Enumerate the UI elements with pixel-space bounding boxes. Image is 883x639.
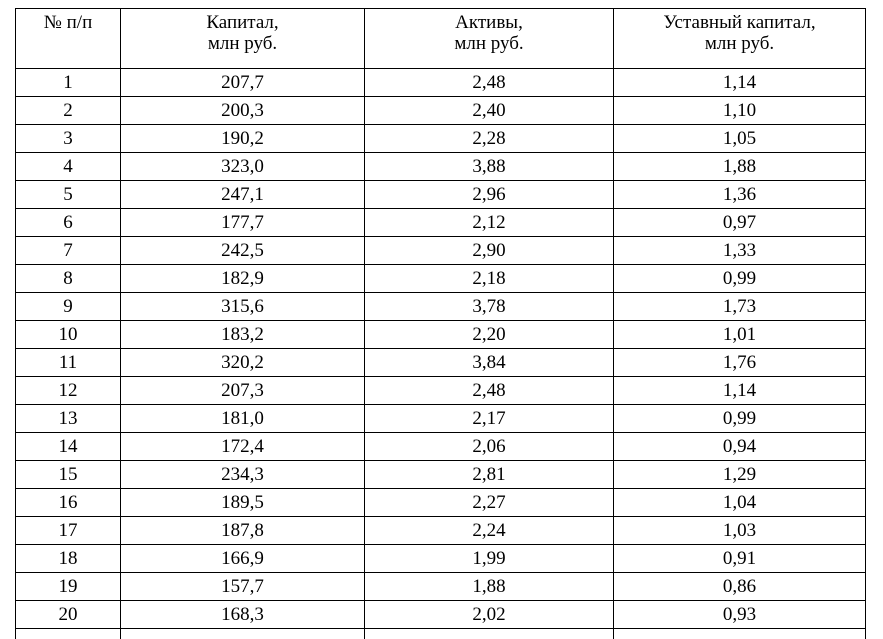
cell-row-number: 4: [16, 153, 121, 181]
cell-assets: 3,84: [365, 349, 614, 377]
table-row: [16, 377, 866, 405]
table-row: [16, 461, 866, 489]
header-unit: млн руб.: [614, 33, 865, 54]
cell-row-number: 11: [16, 349, 121, 377]
table-row: [16, 69, 866, 97]
header-line: Капитал,: [121, 12, 364, 33]
cell-capital: 200,3: [121, 97, 365, 125]
cell-authorized-capital: 0,91: [614, 545, 866, 573]
cell-authorized-capital: 1,76: [614, 349, 866, 377]
cell-assets: 2,18: [365, 265, 614, 293]
cell-row-number: 9: [16, 293, 121, 321]
cell-row-number: 18: [16, 545, 121, 573]
cell-assets: 2,28: [365, 125, 614, 153]
cell-authorized-capital: 0,93: [614, 601, 866, 629]
empty-cell: [121, 629, 365, 639]
cell-row-number: 16: [16, 489, 121, 517]
header-line: Уставный капитал,: [614, 12, 865, 33]
cell-authorized-capital: 1,29: [614, 461, 866, 489]
cell-capital: 182,9: [121, 265, 365, 293]
cell-assets: 2,96: [365, 181, 614, 209]
table-row: [16, 517, 866, 545]
cell-row-number: 10: [16, 321, 121, 349]
cell-assets: 2,06: [365, 433, 614, 461]
cell-assets: 3,78: [365, 293, 614, 321]
cell-assets: 2,20: [365, 321, 614, 349]
cell-capital: 183,2: [121, 321, 365, 349]
cell-authorized-capital: 1,36: [614, 181, 866, 209]
cell-authorized-capital: 0,97: [614, 209, 866, 237]
cell-row-number: 5: [16, 181, 121, 209]
cell-row-number: 2: [16, 97, 121, 125]
cell-capital: 168,3: [121, 601, 365, 629]
cell-capital: 207,3: [121, 377, 365, 405]
cell-assets: 2,27: [365, 489, 614, 517]
cell-row-number: 3: [16, 125, 121, 153]
data-table: [15, 8, 866, 639]
cell-capital: 189,5: [121, 489, 365, 517]
cell-capital: 247,1: [121, 181, 365, 209]
table-row: [16, 601, 866, 629]
cell-authorized-capital: 0,86: [614, 573, 866, 601]
cell-row-number: 7: [16, 237, 121, 265]
cell-row-number: 20: [16, 601, 121, 629]
table-row: [16, 573, 866, 601]
cell-assets: 2,81: [365, 461, 614, 489]
cell-row-number: 13: [16, 405, 121, 433]
cell-assets: 2,40: [365, 97, 614, 125]
table-row: [16, 405, 866, 433]
cell-capital: 181,0: [121, 405, 365, 433]
cell-authorized-capital: 1,73: [614, 293, 866, 321]
table-row: [16, 209, 866, 237]
cell-assets: 1,88: [365, 573, 614, 601]
cell-row-number: 6: [16, 209, 121, 237]
cell-authorized-capital: 0,99: [614, 265, 866, 293]
header-authorized-capital: [614, 9, 866, 69]
cell-assets: 1,99: [365, 545, 614, 573]
cell-authorized-capital: 1,03: [614, 517, 866, 545]
cell-capital: 207,7: [121, 69, 365, 97]
table-header: [16, 9, 866, 69]
cell-authorized-capital: 1,14: [614, 377, 866, 405]
cell-capital: 190,2: [121, 125, 365, 153]
empty-cell: [16, 629, 121, 639]
cell-assets: 2,17: [365, 405, 614, 433]
cell-row-number: 8: [16, 265, 121, 293]
table-row: [16, 489, 866, 517]
table-row: [16, 545, 866, 573]
cell-row-number: 19: [16, 573, 121, 601]
table-row: [16, 321, 866, 349]
cell-row-number: 17: [16, 517, 121, 545]
header-line: № п/п: [16, 12, 120, 33]
cell-capital: 177,7: [121, 209, 365, 237]
cell-authorized-capital: 1,10: [614, 97, 866, 125]
cell-assets: 2,90: [365, 237, 614, 265]
table-row: [16, 349, 866, 377]
cell-capital: 315,6: [121, 293, 365, 321]
header-unit: млн руб.: [121, 33, 364, 54]
cell-capital: 242,5: [121, 237, 365, 265]
cell-capital: 320,2: [121, 349, 365, 377]
header-row-number: [16, 9, 121, 69]
cell-row-number: 1: [16, 69, 121, 97]
header-assets: [365, 9, 614, 69]
header-unit: млн руб.: [365, 33, 613, 54]
cell-capital: 166,9: [121, 545, 365, 573]
header-capital: [121, 9, 365, 69]
cell-assets: 2,48: [365, 377, 614, 405]
cell-capital: 234,3: [121, 461, 365, 489]
cell-capital: 157,7: [121, 573, 365, 601]
cell-authorized-capital: 1,88: [614, 153, 866, 181]
table-row: [16, 237, 866, 265]
table-row: [16, 181, 866, 209]
cell-authorized-capital: 1,01: [614, 321, 866, 349]
header-line: Активы,: [365, 12, 613, 33]
cell-authorized-capital: 1,04: [614, 489, 866, 517]
cell-authorized-capital: 1,14: [614, 69, 866, 97]
cell-authorized-capital: 1,05: [614, 125, 866, 153]
empty-cell: [614, 629, 866, 639]
cell-assets: 2,12: [365, 209, 614, 237]
table-row: [16, 125, 866, 153]
empty-cell: [365, 629, 614, 639]
cell-assets: 2,48: [365, 69, 614, 97]
cell-capital: 323,0: [121, 153, 365, 181]
cell-row-number: 12: [16, 377, 121, 405]
table-row: [16, 153, 866, 181]
cell-row-number: 15: [16, 461, 121, 489]
table-row: [16, 433, 866, 461]
table-row: [16, 97, 866, 125]
table-row-partial: [16, 629, 866, 639]
table-row: [16, 265, 866, 293]
cell-authorized-capital: 0,99: [614, 405, 866, 433]
cell-row-number: 14: [16, 433, 121, 461]
cell-authorized-capital: 1,33: [614, 237, 866, 265]
cell-assets: 2,24: [365, 517, 614, 545]
table-row: [16, 293, 866, 321]
table-body: [16, 69, 866, 639]
cell-capital: 187,8: [121, 517, 365, 545]
cell-assets: 2,02: [365, 601, 614, 629]
cell-capital: 172,4: [121, 433, 365, 461]
cell-authorized-capital: 0,94: [614, 433, 866, 461]
header-row: [16, 9, 866, 69]
cell-assets: 3,88: [365, 153, 614, 181]
